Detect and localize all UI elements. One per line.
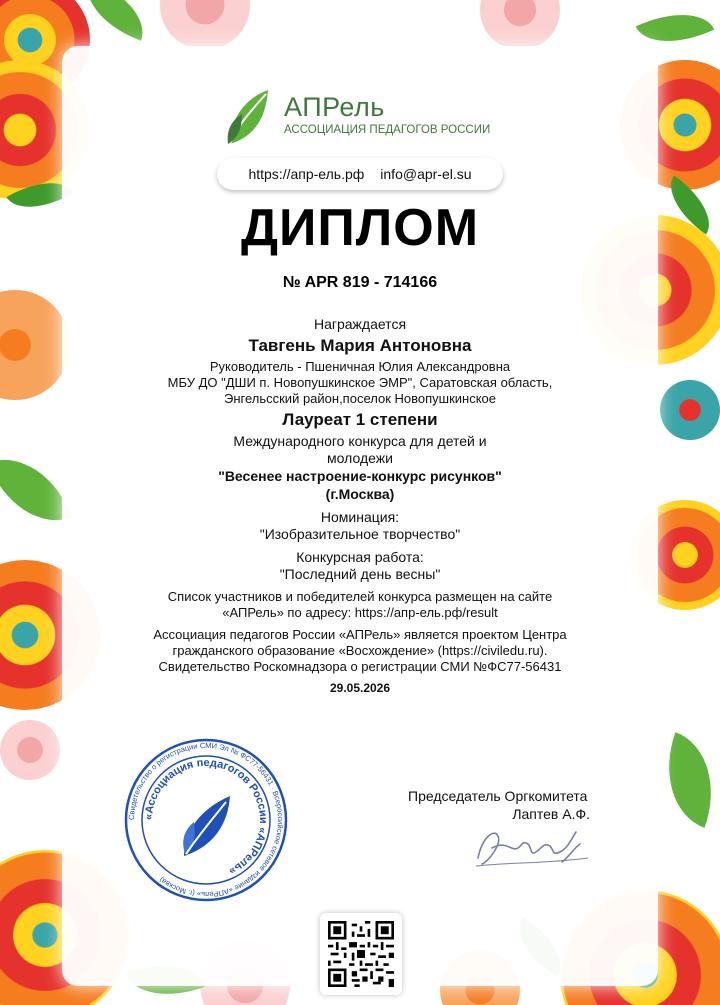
signer-title: Председатель Оргкомитета (408, 788, 588, 804)
diploma-body (140, 316, 580, 695)
issue-date: 29.05.2026 (329, 681, 391, 695)
flower-decoration (0, 290, 70, 400)
stamp-inner-text: «Ассоциация педагогов России «АПРель» (142, 756, 270, 878)
organization-line: Энгельсский район,поселок Новопушкинское (223, 391, 497, 406)
logo (226, 88, 516, 148)
nomination: "Изобразительное творчество" (259, 526, 461, 542)
nomination-label: Номинация: (320, 509, 400, 525)
work-title: "Последний день весны" (279, 566, 441, 582)
handwritten-signature-icon (472, 818, 592, 874)
association-note: гражданского образование «Восхождение» (https://civiledu.ru). (172, 643, 548, 658)
email-link[interactable]: info@apr-el.su (380, 166, 472, 182)
diploma-number: № APR 819 - 714166 (282, 274, 438, 291)
award-level: Лауреат 1 степени (282, 410, 438, 429)
supervisor: Руководитель - Пшеничная Юлия Александровна (209, 359, 511, 374)
signature-block (404, 788, 614, 822)
flower-decoration (660, 380, 720, 440)
logo-name: АПРель (284, 92, 385, 122)
signer-name: Лаптев А.Ф. (512, 806, 590, 822)
qr-code-icon (328, 921, 394, 987)
results-note: Список участников и победителей конкурса размещен на сайте (167, 589, 553, 604)
stamp-outer-text: Свидетельство о регистрации СМИ Эл № ФС77-56431 · Всероссийское сетевое издание «АПРель» (г. Москва) (126, 740, 286, 900)
qr-code[interactable] (320, 913, 402, 995)
leaf-decoration (648, 732, 720, 828)
flower-decoration (0, 720, 60, 780)
contest-city: (г.Москва) (325, 486, 395, 502)
leaf-emblem-icon (183, 796, 230, 856)
contacts-bar (217, 158, 503, 190)
awarded-label: Награждается (313, 316, 407, 332)
association-note: Ассоциация педагогов России «АПРель» является проектом Центра (153, 627, 567, 642)
results-note: «АПРель» по адресу: https://апр-ель.рф/result (222, 605, 498, 620)
association-note: Свидетельство Роскомнадзора о регистрации СМИ №ФС77-56431 (158, 659, 562, 674)
contest-name: "Весенее настроение-конкурс рисунков" (218, 468, 502, 484)
contest-line: Международного конкурса для детей и (233, 433, 487, 449)
diploma-title: ДИПЛОМ (240, 199, 480, 257)
flower-decoration (480, 0, 560, 50)
flower-decoration (160, 0, 250, 50)
site-link[interactable]: https://апр-ель.рф (248, 166, 365, 182)
green-leaf-icon (226, 88, 272, 148)
association-stamp (124, 738, 288, 902)
logo-subtitle: АССОЦИАЦИЯ ПЕДАГОГОВ РОССИИ (284, 124, 491, 136)
work-label: Конкурсная работа: (296, 549, 424, 565)
contest-line: молодежи (327, 450, 393, 466)
recipient-name: Тавгень Мария Антоновна (248, 336, 472, 355)
organization-line: МБУ ДО "ДШИ п. Новопушкинское ЭМР", Саратовская область, (167, 375, 553, 390)
